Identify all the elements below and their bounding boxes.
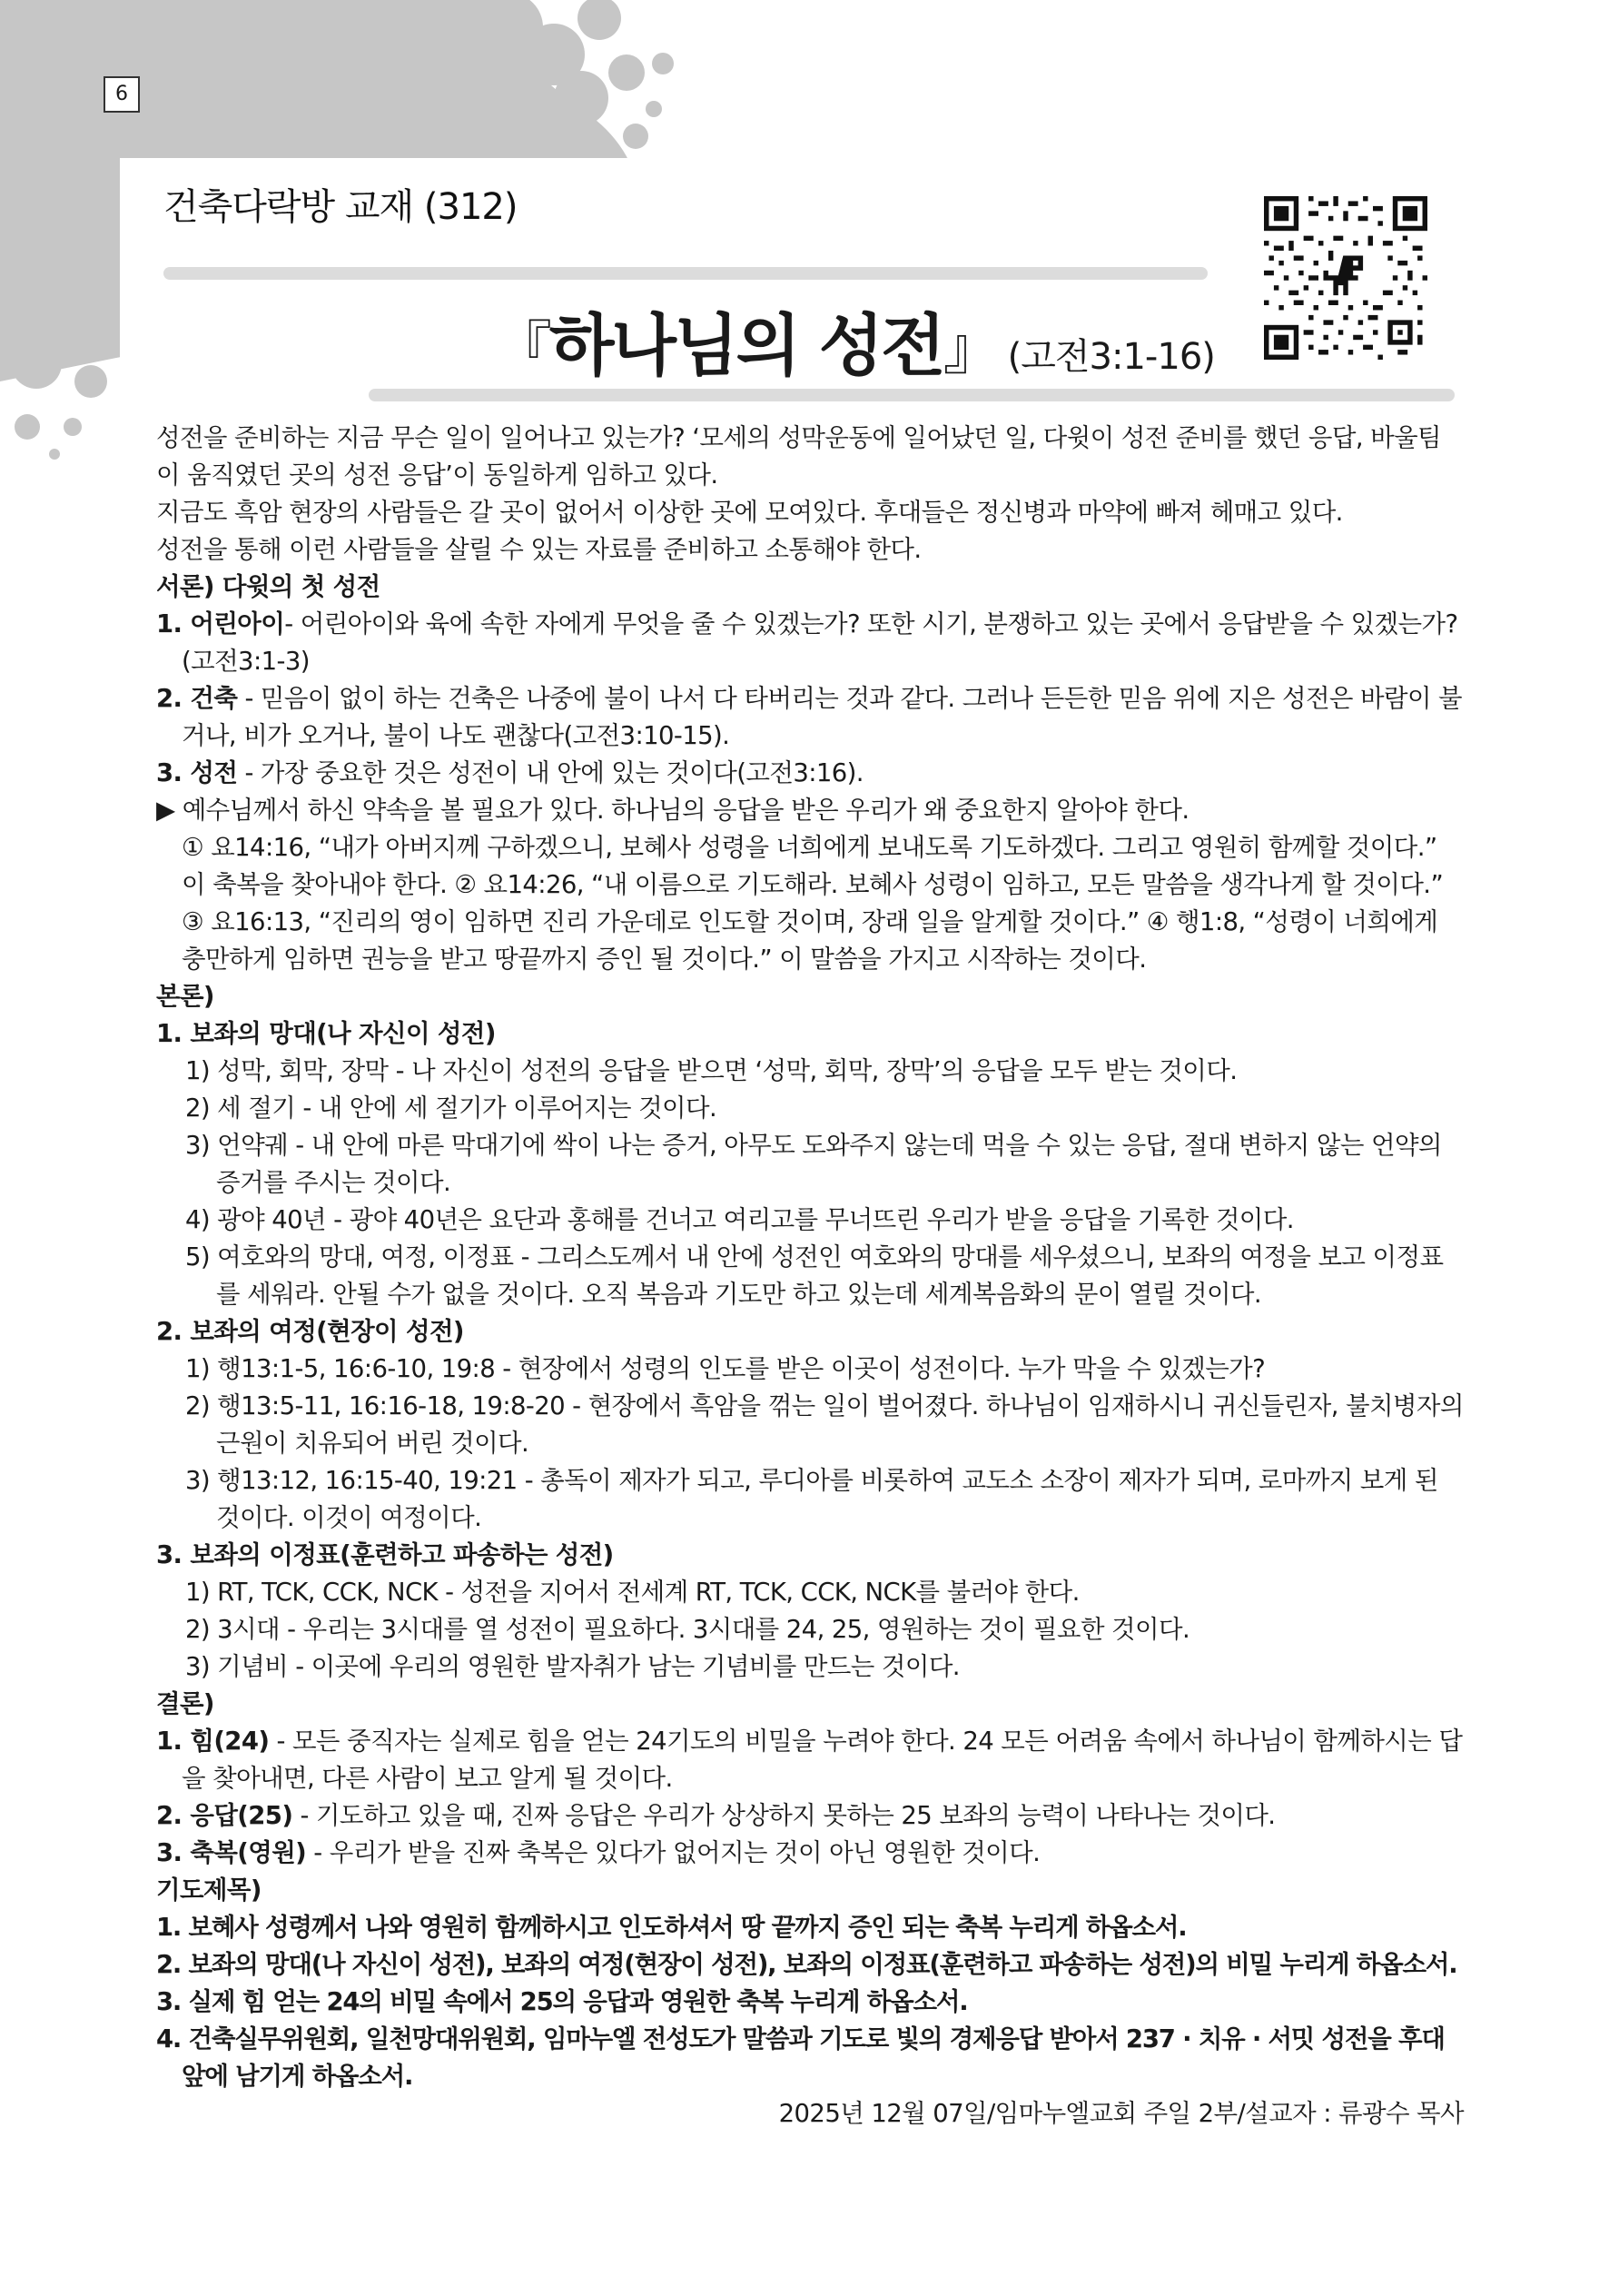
item-number: 3.	[156, 758, 191, 787]
seoron-promises: ① 요14:16, “내가 아버지께 구하겠으니, 보혜사 성령을 너희에게 보내도록 기도하겠다. 그리고 영원히 함께할 것이다.” 이 축복을 찾아내야 한다. ② 요14:26, “내 이름으로 기도해라. 보혜사 성령이 임하고, 모든 말씀을 생각나게 할 것이다.” ③ 요16:13, “진리의 영이 임하면 진리 가운데로 인도할 것이며, 장래 일을 알게할 것이다.” ④ 행1:8, “성령이 너희에게 충만하게 임하면 권능을 받고 땅끝까지 증인 될 것이다.” 이 말씀을 가지고 시작하는 것이다.	[182, 833, 1444, 974]
prayer-heading: 기도제목)	[156, 1875, 262, 1905]
prayer-item: 3. 실제 힘 얻는 24의 비밀 속에서 25의 응답과 영원한 축복 누리게 하옵소서.	[156, 1987, 968, 2016]
item-text: - 믿음이 없이 하는 건축은 나중에 불이 나서 다 타버리는 것과 같다. 그러나 든든한 믿음 위에 지은 성전은 바람이 불거나, 비가 오거나, 불이 나도 괜찮다(고전3:10-15).	[182, 684, 1463, 750]
seoron-item	[156, 680, 1464, 755]
divider-top	[163, 267, 1208, 280]
gyeolron-item	[156, 1723, 1464, 1797]
item-term: 성전	[190, 758, 238, 787]
title-open-bracket: 『	[494, 316, 549, 383]
bonron-subitem: 2) 세 절기 - 내 안에 세 절기가 이루어지는 것이다.	[185, 1094, 717, 1123]
bonron-subitem: 1) 행13:1-5, 16:6-10, 19:8 - 현장에서 성령의 인도를 받은 이곳이 성전이다. 누가 막을 수 있겠는가?	[185, 1354, 1266, 1383]
item-text: - 기도하고 있을 때, 진짜 응답은 우리가 상상하지 못하는 25 보좌의 능력이 나타나는 것이다.	[292, 1801, 1276, 1830]
item-term: 어린아이	[190, 609, 285, 638]
prayer-item: 2. 보좌의 망대(나 자신이 성전), 보좌의 여정(현장이 성전), 보좌의 이정표(훈련하고 파송하는 성전)의 비밀 누리게 하옵소서.	[156, 1950, 1457, 1979]
item-number: 1.	[156, 609, 191, 638]
title-close-bracket: 』	[943, 316, 999, 383]
bonron-section-title: 2. 보좌의 여정(현장이 성전)	[156, 1317, 464, 1346]
document-body	[156, 420, 1464, 2133]
intro	[156, 420, 1464, 569]
item-number: 2.	[156, 684, 191, 713]
divider-title	[369, 389, 1455, 401]
item-text: - 우리가 받을 진짜 축복은 있다가 없어지는 것이 아닌 영원한 것이다.	[306, 1838, 1041, 1867]
seoron-item	[156, 606, 1464, 680]
bonron-subitem: 1) RT, TCK, CCK, NCK - 성전을 지어서 전세계 RT, TCK, CCK, NCK를 불러야 한다.	[185, 1578, 1080, 1607]
page-number: 6	[104, 76, 140, 113]
bonron-subitem: 2) 3시대 - 우리는 3시대를 열 성전이 필요하다. 3시대를 24, 25, 영원하는 것이 필요한 것이다.	[185, 1615, 1190, 1644]
item-text: - 모든 중직자는 실제로 힘을 얻는 24기도의 비밀을 누려야 한다. 24 모든 어려움 속에서 하나님이 함께하시는 답을 찾아내면, 다른 사람이 보고 알게 될 것이다.	[182, 1727, 1463, 1793]
item-term: 응답(25)	[190, 1801, 293, 1830]
intro-paragraph: 성전을 준비하는 지금 무슨 일이 일어나고 있는가? ‘모세의 성막운동에 일어났던 일, 다윗이 성전 준비를 했던 응답, 바울팀이 움직였던 곳의 성전 응답’이 동일하게 임하고 있다.	[156, 423, 1441, 490]
item-text: - 가장 중요한 것은 성전이 내 안에 있는 것이다(고전3:16).	[237, 758, 864, 787]
bonron-subitem: 3) 기념비 - 이곳에 우리의 영원한 발자취가 남는 기념비를 만드는 것이다.	[185, 1652, 960, 1681]
main-title	[494, 292, 1215, 389]
seoron-arrow-note: ▶ 예수님께서 하신 약속을 볼 필요가 있다. 하나님의 응답을 받은 우리가 왜 중요한지 알아야 한다.	[156, 796, 1189, 825]
bonron-subitem: 3) 언약궤 - 내 안에 마른 막대기에 싹이 나는 증거, 아무도 도와주지 않는데 먹을 수 있는 응답, 절대 변하지 않는 언약의 증거를 주시는 것이다.	[185, 1131, 1442, 1197]
gyeolron-item	[156, 1797, 1464, 1835]
bonron-subitem: 1) 성막, 회막, 장막 - 나 자신이 성전의 응답을 받으면 ‘성막, 회막, 장막’의 응답을 모두 받는 것이다.	[185, 1056, 1238, 1085]
seoron-item	[156, 755, 1464, 792]
item-number: 2.	[156, 1801, 191, 1830]
bonron-heading: 본론)	[156, 982, 214, 1011]
prayer-item: 4. 건축실무위원회, 일천망대위원회, 임마누엘 전성도가 말씀과 기도로 빛의 경제응답 받아서 237 · 치유 · 서밋 성전을 후대 앞에 남기게 하옵소서.	[156, 2024, 1445, 2091]
gyeolron-item	[156, 1835, 1464, 1872]
item-number: 1.	[156, 1727, 191, 1756]
sermon-footer: 2025년 12월 07일/임마누엘교회 주일 2부/설교자 : 류광수 목사	[778, 2099, 1464, 2128]
item-term: 힘(24)	[190, 1727, 270, 1756]
qr-code-icon[interactable]	[1264, 196, 1427, 360]
bonron-section-title: 1. 보좌의 망대(나 자신이 성전)	[156, 1019, 496, 1048]
gyeolron-heading: 결론)	[156, 1689, 214, 1718]
bonron-section-title: 3. 보좌의 이정표(훈련하고 파송하는 성전)	[156, 1540, 614, 1569]
item-text: - 어린아이와 육에 속한 자에게 무엇을 줄 수 있겠는가? 또한 시기, 분쟁하고 있는 곳에서 응답받을 수 있겠는가?(고전3:1-3)	[182, 609, 1458, 676]
intro-paragraph: 성전을 통해 이런 사람들을 살릴 수 있는 자료를 준비하고 소통해야 한다.	[156, 535, 922, 564]
item-term: 건축	[190, 684, 238, 713]
bonron-subitem: 2) 행13:5-11, 16:16-18, 19:8-20 - 현장에서 흑암을 꺾는 일이 벌어졌다. 하나님이 임재하시니 귀신들린자, 불치병자의 근원이 치유되어 버린 것이다.	[185, 1391, 1464, 1458]
bonron-subitem: 5) 여호와의 망대, 여정, 이정표 - 그리스도께서 내 안에 성전인 여호와의 망대를 세우셨으니, 보좌의 여정을 보고 이정표를 세워라. 안될 수가 없을 것이다. 오직 복음과 기도만 하고 있는데 세계복음화의 문이 열릴 것이다.	[185, 1242, 1444, 1309]
title-text: 하나님의 성전	[549, 307, 943, 385]
prayer-item: 1. 보혜사 성령께서 나와 영원히 함께하시고 인도하셔서 땅 끝까지 증인 되는 축복 누리게 하옵소서.	[156, 1913, 1187, 1942]
bonron-subitem: 3) 행13:12, 16:15-40, 19:21 - 총독이 제자가 되고, 루디아를 비롯하여 교도소 소장이 제자가 되며, 로마까지 보게 된 것이다. 이것이 여정이다.	[185, 1466, 1438, 1532]
item-number: 3.	[156, 1838, 191, 1867]
title-reference: (고전3:1-16)	[1007, 336, 1215, 378]
series-title: 건축다락방 교재 (312)	[163, 186, 518, 228]
seoron-heading: 서론) 다윗의 첫 성전	[156, 572, 380, 601]
intro-paragraph: 지금도 흑암 현장의 사람들은 갈 곳이 없어서 이상한 곳에 모여있다. 후대들은 정신병과 마약에 빠져 헤매고 있다.	[156, 498, 1343, 527]
item-term: 축복(영원)	[190, 1838, 307, 1867]
bonron-subitem: 4) 광야 40년 - 광야 40년은 요단과 홍해를 건너고 여리고를 무너뜨린 우리가 받을 응답을 기록한 것이다.	[185, 1205, 1294, 1234]
